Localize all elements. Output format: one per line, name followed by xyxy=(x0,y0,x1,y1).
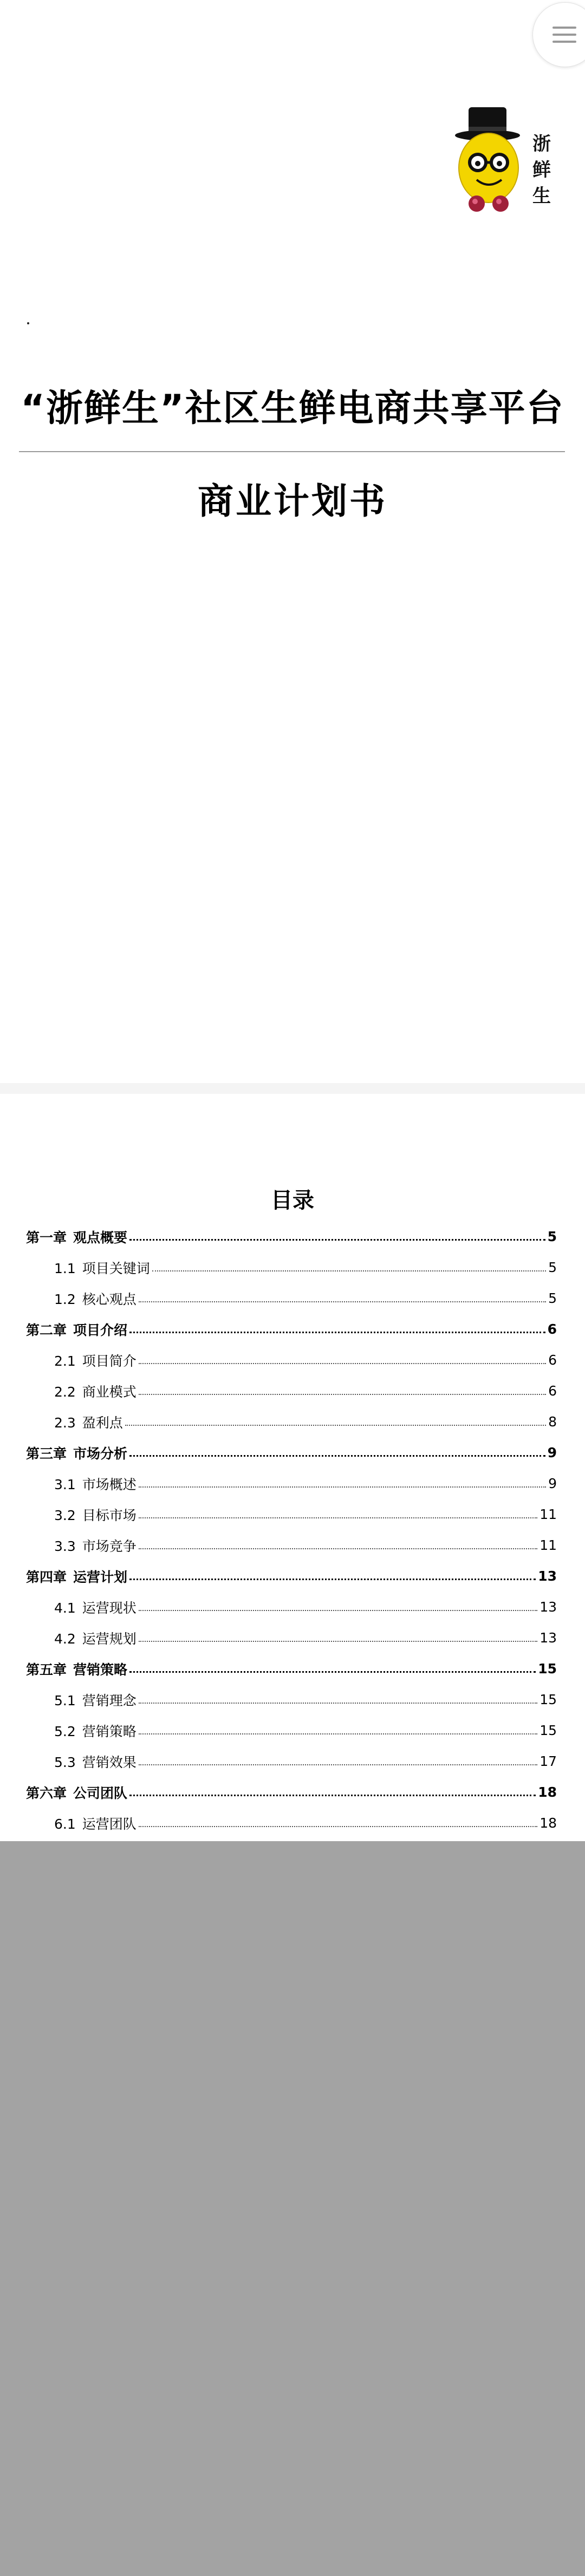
toc-section[interactable] xyxy=(26,1746,557,1777)
toc-page-number: 5 xyxy=(547,1229,557,1244)
toc-entry-text: 营销理念 xyxy=(82,1692,136,1708)
toc-page-number: 17 xyxy=(540,1753,557,1769)
toc-chapter[interactable] xyxy=(26,1221,557,1252)
toc-entry-number: 2.1 xyxy=(54,1353,76,1369)
toc-entry-text: 商业模式 xyxy=(82,1384,136,1400)
toc-page-number: 13 xyxy=(540,1630,557,1646)
toc-page-number: 6 xyxy=(548,1352,557,1368)
toc-dot-leader xyxy=(139,1486,546,1488)
toc-entry-number: 第一章 xyxy=(26,1229,67,1245)
toc-entry-label xyxy=(26,1227,127,1247)
toc-dot-leader xyxy=(139,1641,537,1642)
toc-section[interactable] xyxy=(26,1592,557,1622)
toc-dot-leader xyxy=(139,1394,546,1395)
toc-page-number: 5 xyxy=(548,1260,557,1275)
toc-page-number: 6 xyxy=(548,1383,557,1399)
toc-entry-text: 市场分析 xyxy=(73,1445,128,1462)
toc-dot-leader xyxy=(129,1455,545,1457)
toc-entry-label xyxy=(26,1320,127,1339)
logo-char-1: 浙 xyxy=(532,133,551,155)
toc-section[interactable] xyxy=(26,1499,557,1530)
toc-dot-leader xyxy=(139,1610,537,1611)
toc-chapter[interactable] xyxy=(26,1437,557,1468)
toc-section[interactable] xyxy=(26,1468,557,1499)
toc-entry-number: 第三章 xyxy=(26,1445,67,1462)
toc-entry-label xyxy=(54,1474,136,1494)
toc-entry-number: 6.1 xyxy=(54,1816,76,1832)
toc-section[interactable] xyxy=(26,1283,557,1314)
title-divider xyxy=(19,451,565,452)
toc-entry-number: 第二章 xyxy=(26,1322,67,1338)
toc-entry-text: 项目介绍 xyxy=(73,1322,128,1338)
toc-entry-label xyxy=(26,1659,127,1679)
toc-entry-label xyxy=(54,1690,136,1710)
cover-subtitle: 商业计划书 xyxy=(198,480,387,522)
toc-entry-text: 运营规划 xyxy=(82,1631,136,1647)
toc-page-number: 13 xyxy=(538,1568,557,1584)
toc-dot-leader xyxy=(139,1548,537,1549)
cover-page xyxy=(0,0,585,1083)
toc-dot-leader xyxy=(129,1239,545,1241)
toc-page-number: 18 xyxy=(538,1784,557,1800)
toc-dot-leader xyxy=(139,1764,537,1765)
toc-page-number: 11 xyxy=(540,1507,557,1522)
toc-page-number: 15 xyxy=(540,1692,557,1707)
toc-entry-text: 营销效果 xyxy=(82,1754,136,1770)
toc-page-number: 9 xyxy=(548,1476,557,1491)
toc-page-number: 8 xyxy=(548,1414,557,1430)
logo-char-3: 生 xyxy=(532,185,551,207)
toc-section[interactable] xyxy=(26,1375,557,1406)
toc-entry-label xyxy=(54,1289,136,1308)
toc-dot-leader xyxy=(139,1703,537,1704)
toc-entry-text: 核心观点 xyxy=(82,1291,136,1307)
toc-entry-text: 运营现状 xyxy=(82,1600,136,1616)
toc-dot-leader xyxy=(129,1795,536,1796)
toc-page-number: 6 xyxy=(547,1321,557,1337)
toc-entry-number: 4.2 xyxy=(54,1631,76,1647)
toc-dot-leader xyxy=(152,1270,546,1271)
toc-entry-text: 运营计划 xyxy=(73,1569,128,1585)
toc-chapter[interactable] xyxy=(26,1561,557,1592)
toc-section[interactable] xyxy=(26,1622,557,1653)
toc-entry-text: 运营团队 xyxy=(82,1816,136,1832)
toc-entry-text: 盈利点 xyxy=(82,1414,123,1431)
cover-title: “浙鲜生”社区生鲜电商共享平台 xyxy=(21,387,564,430)
toc-entry-text: 项目关键词 xyxy=(82,1260,150,1276)
toc-entry-label xyxy=(54,1814,136,1833)
toc-entry-label xyxy=(26,1443,127,1463)
toc-section[interactable] xyxy=(26,1715,557,1746)
toc-section[interactable] xyxy=(26,1252,557,1283)
toc-dot-leader xyxy=(129,1579,536,1580)
toc-dot-leader xyxy=(139,1733,537,1734)
toc-entry-label xyxy=(26,1783,127,1802)
toc-section[interactable] xyxy=(26,1406,557,1437)
toc-entry-label xyxy=(54,1752,136,1771)
toc-list xyxy=(26,1221,557,1869)
toc-entry-label xyxy=(54,1351,136,1370)
toc-entry-number: 1.1 xyxy=(54,1260,76,1276)
toc-entry-number: 1.2 xyxy=(54,1291,76,1307)
toc-entry-label xyxy=(54,1721,136,1740)
toc-entry-number: 5.2 xyxy=(54,1723,76,1739)
toc-dot-leader xyxy=(129,1332,545,1333)
toc-entry-number: 第六章 xyxy=(26,1785,67,1801)
toc-entry-number: 4.1 xyxy=(54,1600,76,1616)
toc-page-number: 9 xyxy=(547,1445,557,1460)
toc-entry-number: 5.3 xyxy=(54,1754,76,1770)
toc-chapter[interactable] xyxy=(26,1777,557,1808)
toc-entry-label xyxy=(54,1505,136,1524)
toc-page xyxy=(0,1094,585,1841)
toc-page-number: 5 xyxy=(548,1290,557,1306)
toc-entry-number: 2.2 xyxy=(54,1384,76,1400)
toc-entry-text: 公司团队 xyxy=(73,1785,128,1801)
toc-entry-text: 市场竞争 xyxy=(82,1538,136,1554)
loading-overlay xyxy=(0,1841,585,2576)
toc-dot-leader xyxy=(139,1826,537,1827)
brand-logo xyxy=(450,103,563,217)
toc-entry-label xyxy=(54,1536,136,1555)
toc-entry-number: 5.1 xyxy=(54,1692,76,1708)
decorative-dot xyxy=(27,322,29,324)
toc-entry-number: 3.1 xyxy=(54,1476,76,1492)
toc-section[interactable] xyxy=(26,1345,557,1375)
toc-entry-text: 营销策略 xyxy=(82,1723,136,1739)
toc-entry-number: 第四章 xyxy=(26,1569,67,1585)
toc-dot-leader xyxy=(139,1517,537,1518)
toc-entry-number: 3.2 xyxy=(54,1507,76,1523)
toc-page-number: 15 xyxy=(540,1723,557,1738)
toc-entry-number: 3.3 xyxy=(54,1538,76,1554)
toc-chapter[interactable] xyxy=(26,1653,557,1684)
toc-page-number: 13 xyxy=(540,1599,557,1615)
toc-entry-number: 2.3 xyxy=(54,1414,76,1431)
toc-dot-leader xyxy=(139,1363,546,1364)
toc-entry-text: 市场概述 xyxy=(82,1476,136,1492)
toc-entry-label xyxy=(54,1628,136,1648)
toc-section[interactable] xyxy=(26,1808,557,1838)
toc-entry-label xyxy=(54,1258,150,1277)
toc-entry-label xyxy=(54,1412,123,1432)
toc-entry-text: 目标市场 xyxy=(82,1507,136,1523)
toc-section[interactable] xyxy=(26,1530,557,1561)
toc-dot-leader xyxy=(129,1671,536,1673)
toc-title: 目录 xyxy=(271,1188,314,1213)
toc-dot-leader xyxy=(139,1301,546,1302)
toc-entry-label xyxy=(54,1381,136,1401)
toc-page-number: 11 xyxy=(540,1537,557,1553)
toc-dot-leader xyxy=(125,1425,546,1426)
toc-page-number: 18 xyxy=(540,1815,557,1831)
toc-entry-text: 营销策略 xyxy=(73,1661,128,1678)
toc-entry-text: 观点概要 xyxy=(73,1229,128,1245)
toc-entry-label xyxy=(26,1567,127,1586)
toc-entry-text: 项目简介 xyxy=(82,1353,136,1369)
toc-entry-number: 第五章 xyxy=(26,1661,67,1678)
toc-chapter[interactable] xyxy=(26,1314,557,1345)
toc-page-number: 15 xyxy=(538,1661,557,1677)
toc-entry-label xyxy=(54,1597,136,1617)
toc-section[interactable] xyxy=(26,1684,557,1715)
logo-char-2: 鲜 xyxy=(532,159,551,181)
